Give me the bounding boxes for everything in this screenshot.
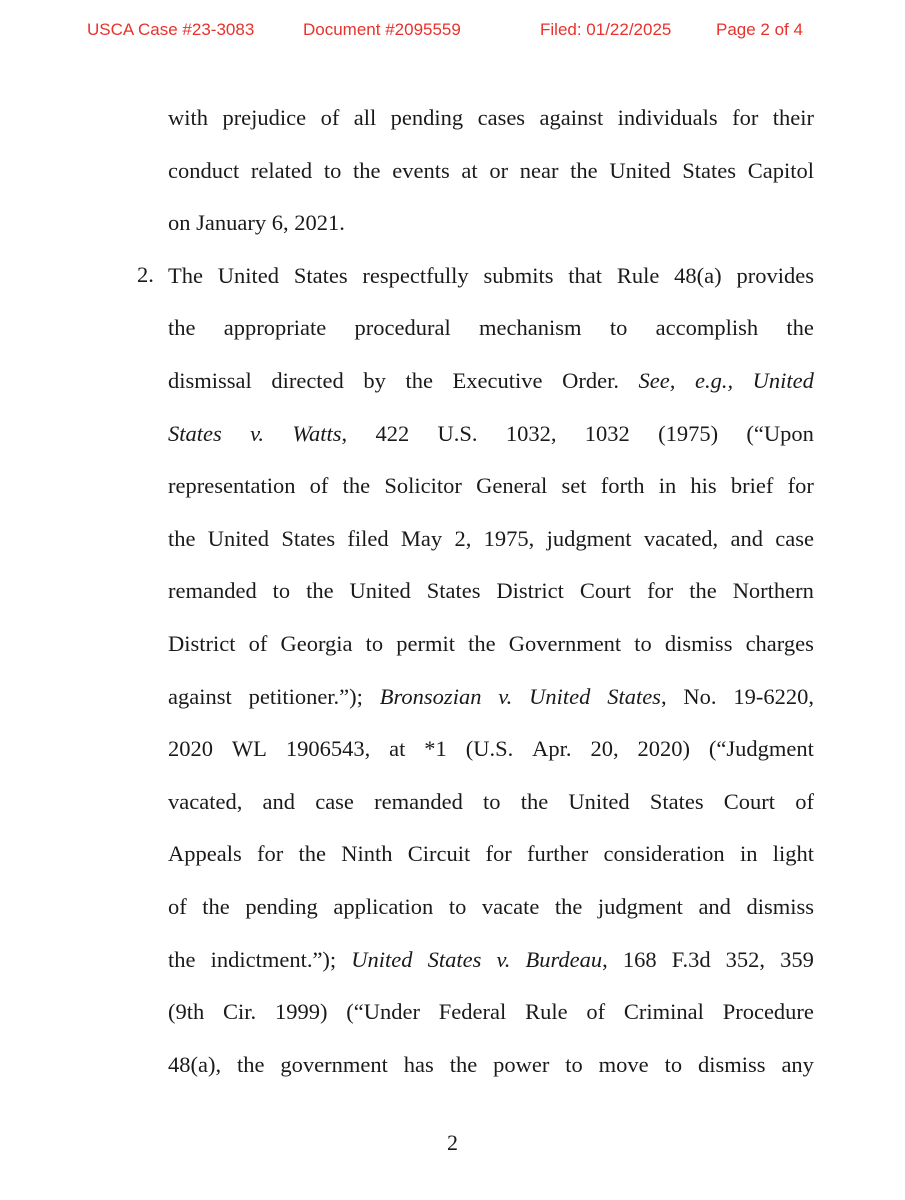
word: dismiss — [664, 630, 733, 656]
word: case — [775, 525, 814, 551]
word: 2, — [454, 525, 472, 551]
word: States — [427, 946, 482, 972]
word: District — [496, 578, 564, 604]
word: and — [730, 525, 763, 551]
word: 1906543, — [285, 736, 371, 762]
word: in — [739, 841, 758, 867]
word: v. — [250, 420, 265, 446]
word: move — [598, 1051, 649, 1077]
word: against — [168, 683, 232, 709]
word: of — [309, 473, 329, 499]
text-line — [168, 565, 814, 618]
word: to — [565, 1051, 583, 1077]
word: judgment — [546, 525, 632, 551]
word: with — [168, 105, 209, 130]
word: conduct — [168, 157, 240, 183]
word: provides — [736, 262, 814, 288]
word: for — [647, 578, 674, 604]
word: 48(a), — [168, 1051, 222, 1077]
word: all — [353, 105, 377, 130]
text-line — [168, 881, 814, 934]
text-line — [168, 828, 814, 881]
filed-date: Filed: 01/22/2025 — [540, 20, 672, 39]
word: at — [461, 157, 478, 183]
page-count: Page 2 of 4 — [716, 20, 803, 39]
document-body — [168, 92, 814, 1091]
word: United — [568, 788, 630, 814]
word: for — [256, 841, 284, 867]
word: Appeals — [168, 841, 242, 867]
word: 2020) — [637, 736, 690, 762]
word: power — [493, 1051, 550, 1077]
word: United — [351, 946, 413, 972]
word: United — [529, 683, 591, 709]
word: the — [449, 1051, 478, 1077]
word: United — [217, 262, 280, 288]
word: States — [168, 420, 222, 446]
word: The — [168, 262, 203, 288]
word: individuals — [617, 105, 718, 130]
text-line — [168, 92, 814, 145]
word: respectfully — [362, 262, 469, 288]
word: District — [168, 630, 236, 656]
word: Court — [723, 788, 776, 814]
case-number: USCA Case #23-3083 — [87, 20, 255, 39]
word: the — [202, 893, 230, 919]
word: the — [237, 1051, 265, 1077]
word: further — [527, 841, 589, 867]
word: submits — [483, 262, 554, 288]
word: Cir. — [223, 999, 257, 1025]
word: 1975, — [483, 525, 535, 551]
text-line — [168, 513, 814, 566]
word: filed — [347, 525, 389, 551]
word: Circuit — [407, 841, 471, 867]
word: or — [489, 157, 509, 183]
word: (9th — [168, 999, 205, 1025]
word: States — [649, 788, 704, 814]
word: the — [168, 946, 196, 972]
word: to — [323, 157, 342, 183]
word: the — [405, 367, 433, 393]
word: United — [609, 157, 671, 183]
word: Burdeau, — [525, 946, 608, 972]
word: petitioner.”); — [248, 683, 363, 709]
word: 1999) — [274, 999, 328, 1025]
text-line — [168, 618, 814, 671]
item-number: 2. — [137, 262, 154, 287]
word: Federal — [438, 999, 507, 1025]
word: the — [570, 157, 598, 183]
word: 1032, — [505, 420, 557, 446]
word: States, — [607, 683, 667, 709]
word: remanded — [168, 578, 257, 604]
word: Capitol — [747, 157, 814, 183]
word: Rule — [525, 999, 568, 1025]
word: the — [298, 841, 326, 867]
word: pending — [390, 105, 464, 130]
word: of — [586, 999, 606, 1025]
word: their — [772, 105, 814, 130]
word: the — [168, 525, 196, 551]
word: procedural — [354, 315, 451, 341]
word: dismissal — [168, 367, 252, 393]
word: Northern — [732, 578, 814, 604]
word: 359 — [780, 946, 814, 972]
word: Government — [508, 630, 622, 656]
word: his — [690, 473, 717, 499]
word: for — [732, 105, 759, 130]
word: 48(a) — [674, 262, 722, 288]
word: v. — [498, 683, 513, 709]
word: F.3d — [671, 946, 711, 972]
word: related — [250, 157, 313, 183]
text-line — [168, 302, 814, 355]
word: Rule — [616, 262, 660, 288]
word: dismiss — [746, 893, 814, 919]
word: forth — [600, 473, 645, 499]
word: Ninth — [341, 841, 393, 867]
word: set — [561, 473, 587, 499]
text-line — [168, 776, 814, 829]
word: Order. — [562, 367, 619, 393]
word: Criminal — [623, 999, 704, 1025]
word: (U.S. — [465, 736, 514, 762]
word: to — [664, 1051, 683, 1077]
word: States — [682, 157, 737, 183]
word: mechanism — [479, 315, 582, 341]
word: (1975) — [658, 420, 719, 446]
word: (“Upon — [746, 420, 814, 446]
word: May — [400, 525, 443, 551]
word: Procedure — [722, 999, 814, 1025]
word: case — [315, 788, 354, 814]
word: of — [168, 893, 187, 919]
word: United — [207, 525, 270, 551]
word: dismiss — [698, 1051, 766, 1077]
word: vacated, — [643, 525, 719, 551]
word: any — [781, 1051, 814, 1077]
word: 1032 — [584, 420, 630, 446]
word: United — [752, 367, 814, 393]
word: States — [426, 578, 481, 604]
word: v. — [496, 946, 511, 972]
word: the — [168, 315, 196, 341]
word: WL — [231, 736, 267, 762]
word: (“Judgment — [708, 736, 814, 762]
word: appropriate — [223, 315, 327, 341]
word: Apr. — [532, 736, 572, 762]
text-line — [168, 1039, 814, 1092]
word: representation — [168, 473, 296, 499]
word: and — [698, 893, 731, 919]
word: and — [262, 788, 296, 814]
word: e.g., — [694, 367, 734, 393]
word: to — [272, 578, 291, 604]
word: against — [539, 105, 604, 130]
word: cases — [477, 105, 526, 130]
word: charges — [745, 630, 814, 656]
word: application — [333, 893, 434, 919]
word: to — [483, 788, 501, 814]
word: the — [554, 893, 583, 919]
word: prejudice — [222, 105, 307, 130]
word: Watts, — [292, 420, 348, 446]
text-line — [168, 250, 814, 303]
text-line — [168, 145, 814, 198]
word: vacate — [481, 893, 540, 919]
word: 2020 — [168, 736, 213, 762]
word: Court — [579, 578, 632, 604]
text-line — [168, 723, 814, 776]
word: at — [389, 736, 406, 762]
word: by — [363, 367, 386, 393]
word: judgment — [597, 893, 683, 919]
word: of — [248, 630, 268, 656]
word: brief — [730, 473, 774, 499]
text-line — [168, 934, 814, 987]
text-line — [168, 986, 814, 1039]
word: government — [280, 1051, 388, 1077]
word: near — [519, 157, 559, 183]
page-number: 2 — [447, 1130, 458, 1155]
word: 20, — [590, 736, 619, 762]
word: States — [293, 262, 348, 288]
word: to — [448, 893, 467, 919]
word: has — [403, 1051, 434, 1077]
word: for — [485, 841, 512, 867]
word: U.S. — [437, 420, 478, 446]
word: the — [306, 578, 334, 604]
word: 352, — [725, 946, 766, 972]
word: No. — [683, 683, 717, 709]
word: light — [772, 841, 814, 867]
word: accomplish — [655, 315, 759, 341]
word: 19-6220, — [733, 683, 814, 709]
word: remanded — [374, 788, 463, 814]
word: vacated, — [168, 788, 243, 814]
word: to — [634, 630, 652, 656]
document-number: Document #2095559 — [303, 20, 461, 39]
word: See, — [638, 367, 676, 393]
word: the — [786, 315, 814, 341]
word: Solicitor — [384, 473, 462, 499]
text-line: on January 6, 2021. — [168, 210, 345, 236]
word: the — [689, 578, 717, 604]
word: that — [568, 262, 603, 288]
word: in — [658, 473, 677, 499]
word: *1 — [424, 736, 447, 762]
word: to — [365, 630, 384, 656]
word: events — [392, 157, 450, 183]
text-line — [168, 460, 814, 513]
word: the — [342, 473, 371, 499]
word: the — [353, 157, 381, 183]
word: to — [609, 315, 628, 341]
word: the — [520, 788, 549, 814]
text-line — [168, 671, 814, 724]
word: (“Under — [346, 999, 420, 1025]
word: directed — [271, 367, 344, 393]
word: permit — [396, 630, 455, 656]
word: of — [320, 105, 340, 130]
word: 168 — [622, 946, 657, 972]
word: indictment.”); — [210, 946, 337, 972]
filing-header — [0, 20, 905, 48]
word: of — [795, 788, 814, 814]
word: Executive — [452, 367, 543, 393]
word: for — [787, 473, 814, 499]
word: United — [349, 578, 411, 604]
word: General — [476, 473, 548, 499]
word: pending — [245, 893, 318, 919]
word: Bronsozian — [379, 683, 482, 709]
word: 422 — [375, 420, 410, 446]
text-line — [168, 355, 814, 408]
text-line — [168, 408, 814, 461]
word: Georgia — [280, 630, 353, 656]
word: consideration — [603, 841, 725, 867]
word: States — [281, 525, 336, 551]
word: the — [468, 630, 496, 656]
